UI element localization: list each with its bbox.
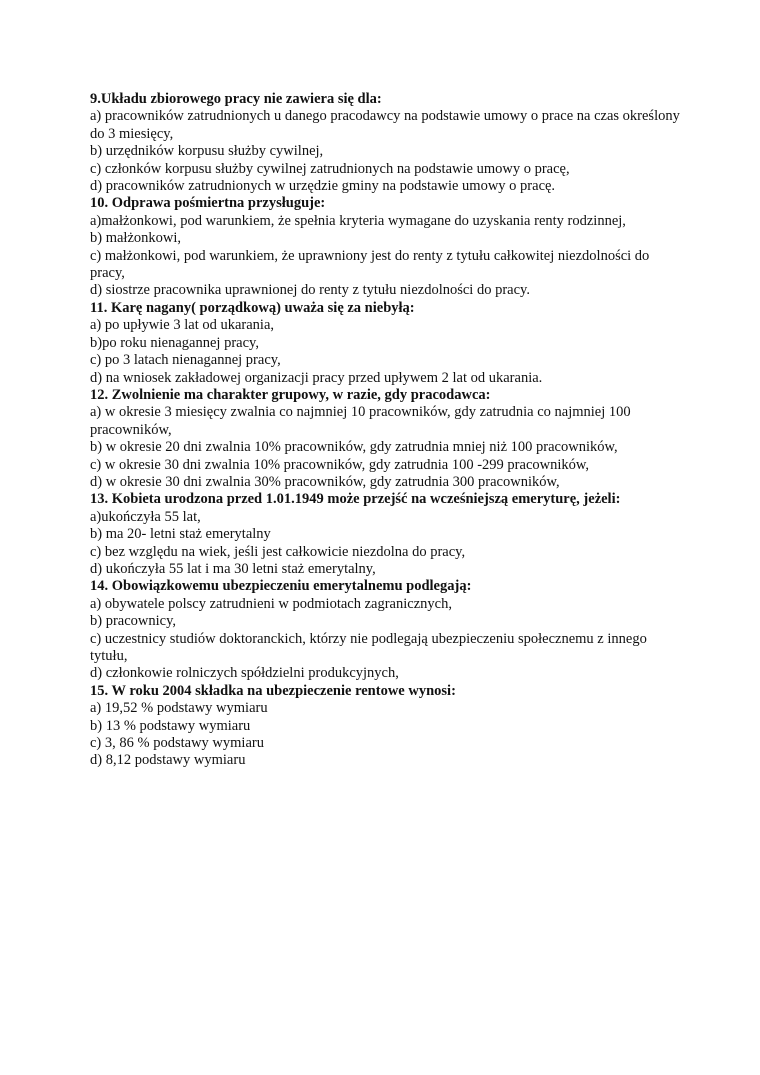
answer-a: a) pracowników zatrudnionych u danego pracodawcy na podstawie umowy o prace na czas określony do 3 miesięcy, [90,108,680,142]
answer-c: c) po 3 latach nienagannej pracy, [90,352,281,369]
answer-b: b)po roku nienagannej pracy, [90,334,259,351]
question-10 [90,195,680,299]
question-title: 10. Odprawa pośmiertna przysługuje: [90,195,326,212]
answer-d: d) 8,12 podstawy wymiaru [90,752,246,769]
question-title: 14. Obowiązkowemu ubezpieczeniu emerytalnemu podlegają: [90,578,472,595]
question-title: 11. Karę nagany( porządkową) uważa się za niebyłą: [90,299,415,316]
question-14 [90,578,680,682]
answer-a: a) 19,52 % podstawy wymiaru [90,700,268,717]
answer-b: b) w okresie 20 dni zwalnia 10% pracowników, gdy zatrudnia mniej niż 100 pracowników, [90,439,618,456]
answer-a: a) obywatele polscy zatrudnieni w podmiotach zagranicznych, [90,595,452,612]
answer-c: c) uczestnicy studiów doktoranckich, którzy nie podlegają ubezpieczeniu społecznemu z innego tytułu, [90,630,647,664]
answer-d: d) członkowie rolniczych spółdzielni produkcyjnych, [90,665,399,682]
answer-a: a) po upływie 3 lat od ukarania, [90,317,275,334]
question-13 [90,491,680,578]
answer-d: d) ukończyła 55 lat i ma 30 letni staż emerytalny, [90,560,376,577]
answer-d: d) pracowników zatrudnionych w urzędzie gminy na podstawie umowy o pracę. [90,178,556,195]
answer-d: d) na wniosek zakładowej organizacji pracy przed upływem 2 lat od ukarania. [90,369,543,386]
answer-b: b) małżonkowi, [90,230,182,247]
answer-c: c) małżonkowi, pod warunkiem, że uprawniony jest do renty z tytułu całkowitej niezdolności do pracy, [90,247,650,282]
answer-c: c) bez względu na wiek, jeśli jest całkowicie niezdolna do pracy, [90,543,466,560]
answer-c: c) 3, 86 % podstawy wymiaru [90,735,264,752]
question-12 [90,387,680,491]
question-title: 12. Zwolnienie ma charakter grupowy, w razie, gdy pracodawca: [90,386,491,403]
question-title: 15. W roku 2004 składka na ubezpieczenie rentowe wynosi: [90,682,456,699]
answer-d: d) w okresie 30 dni zwalnia 30% pracowników, gdy zatrudnia 300 pracowników, [90,473,560,490]
answer-c: c) członków korpusu służby cywilnej zatrudnionych na podstawie umowy o pracę, [90,160,570,177]
question-9 [90,91,680,195]
answer-b: b) 13 % podstawy wymiaru [90,717,251,734]
answer-a: a) w okresie 3 miesięcy zwalnia co najmniej 10 pracowników, gdy zatrudnia co najmniej 100 pracowników, [90,404,631,438]
document-page [90,91,680,770]
question-11 [90,300,680,387]
answer-a: a)ukończyła 55 lat, [90,508,201,525]
question-15 [90,683,680,770]
answer-b: b) ma 20- letni staż emerytalny [90,526,271,543]
question-title: 9.Układu zbiorowego pracy nie zawiera się dla: [90,91,382,107]
question-title: 13. Kobieta urodzona przed 1.01.1949 może przejść na wcześniejszą emeryturę, jeżeli: [90,491,621,508]
answer-c: c) w okresie 30 dni zwalnia 10% pracowników, gdy zatrudnia 100 -299 pracowników, [90,456,590,473]
answer-a: a)małżonkowi, pod warunkiem, że spełnia kryteria wymagane do uzyskania renty rodzinnej, [90,212,626,229]
answer-b: b) pracownicy, [90,613,177,630]
answer-b: b) urzędników korpusu służby cywilnej, [90,143,324,160]
answer-d: d) siostrze pracownika uprawnionej do renty z tytułu niezdolności do pracy. [90,282,530,299]
